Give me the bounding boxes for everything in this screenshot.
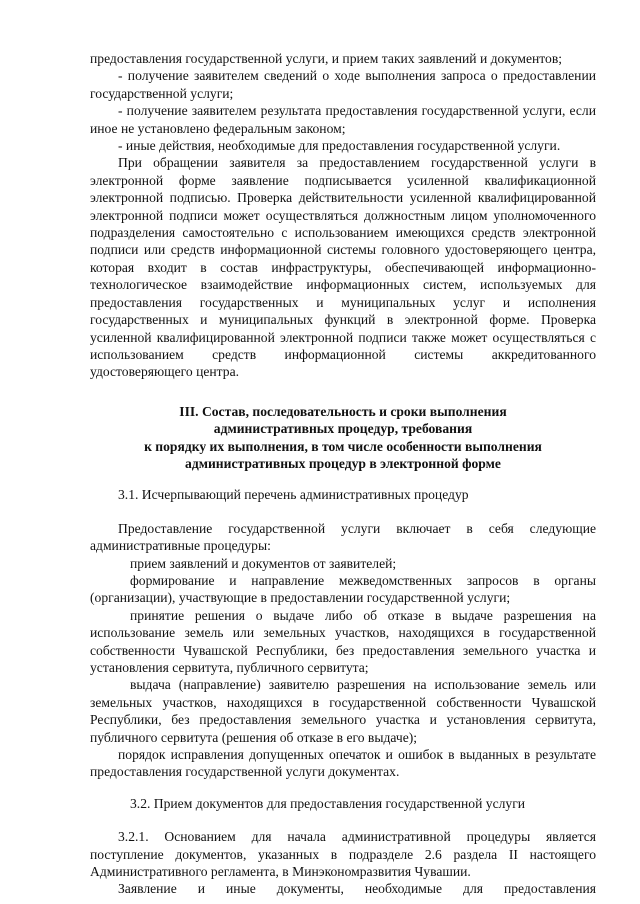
paragraph: Предоставление государственной услуги включает в себя следующие административные процедуры: xyxy=(90,520,596,554)
list-item: - получение заявителем сведений о ходе выполнения запроса о предоставлении государственной услуги; xyxy=(90,68,596,101)
list-item: выдача (направление) заявителю разрешения на использование земель или земельных участков, находящихся в государственной собственности Чувашской Республики, без предоставления земельного участка и установления сервитута, публичного сервитута (решения об отказе в его выдаче); xyxy=(90,677,596,745)
document-page xyxy=(90,50,596,898)
list-item: принятие решения о выдаче либо об отказе в выдаче разрешения на использование земель или земельных участков, находящихся в государственной собственности Чувашской Республики, без предоставления земельного участка и установления сервитута, публичного сервитута; xyxy=(90,607,596,675)
paragraph: 3.2.1. Основанием для начала административной процедуры является поступление документов, указанных в подразделе 2.6 раздела II настоящего Административного регламента, в Минэкономразвития Чувашии. xyxy=(90,829,596,880)
section-heading xyxy=(90,403,596,473)
list-item: формирование и направление межведомственных запросов в органы (организации), участвующие в предоставлении государственной услуги; xyxy=(90,572,596,606)
list-item: порядок исправления допущенных опечаток и ошибок в выданных в результате предоставления государственной услуги документах. xyxy=(90,747,596,780)
list-item: - получение заявителем результата предоставления государственной услуги, если иное не установлено федеральным законом; xyxy=(90,103,596,136)
paragraph: предоставления государственной услуги, и прием таких заявлений и документов; xyxy=(90,51,563,66)
subsection-title: 3.2. Прием документов для предоставления государственной услуги xyxy=(130,795,526,811)
section-heading-line: к порядку их выполнения, в том числе особенности выполнения xyxy=(144,438,542,454)
section-heading-line: III. Состав, последовательность и сроки выполнения xyxy=(179,403,507,419)
section-heading-line: административных процедур, требования xyxy=(213,421,473,437)
list-item: прием заявлений и документов от заявителей; xyxy=(130,555,397,571)
paragraph: При обращении заявителя за предоставлением государственной услуги в электронной форме заявление подписывается усиленной квалификационной электронной подписью. Проверка действительности усиленной квалифицированной электронной подписи может осуществляться должностным лицом уполномоченного подразделения самостоятельно с использованием имеющихся средств электронной подписи или средств информационной системы головного удостоверяющего центра, которая входит в состав инфраструктуры, обеспечивающей информационно-технологическое взаимодействие информационных систем, используемых для предоставления государственных и муниципальных услуг и исполнения государственных и муниципальных функций в электронной форме. Проверка усиленной квалифицированной электронной подписи также может осуществляться с использованием средств информационной системы аккредитованного удостоверяющего центра. xyxy=(90,155,596,380)
subsection-title: 3.1. Исчерпывающий перечень административных процедур xyxy=(118,487,469,503)
section-heading-line: административных процедур в электронной форме xyxy=(185,455,501,471)
paragraph: Заявление и иные документы, необходимые для предоставления xyxy=(118,881,596,897)
list-item: - иные действия, необходимые для предоставления государственной услуги. xyxy=(118,138,561,154)
